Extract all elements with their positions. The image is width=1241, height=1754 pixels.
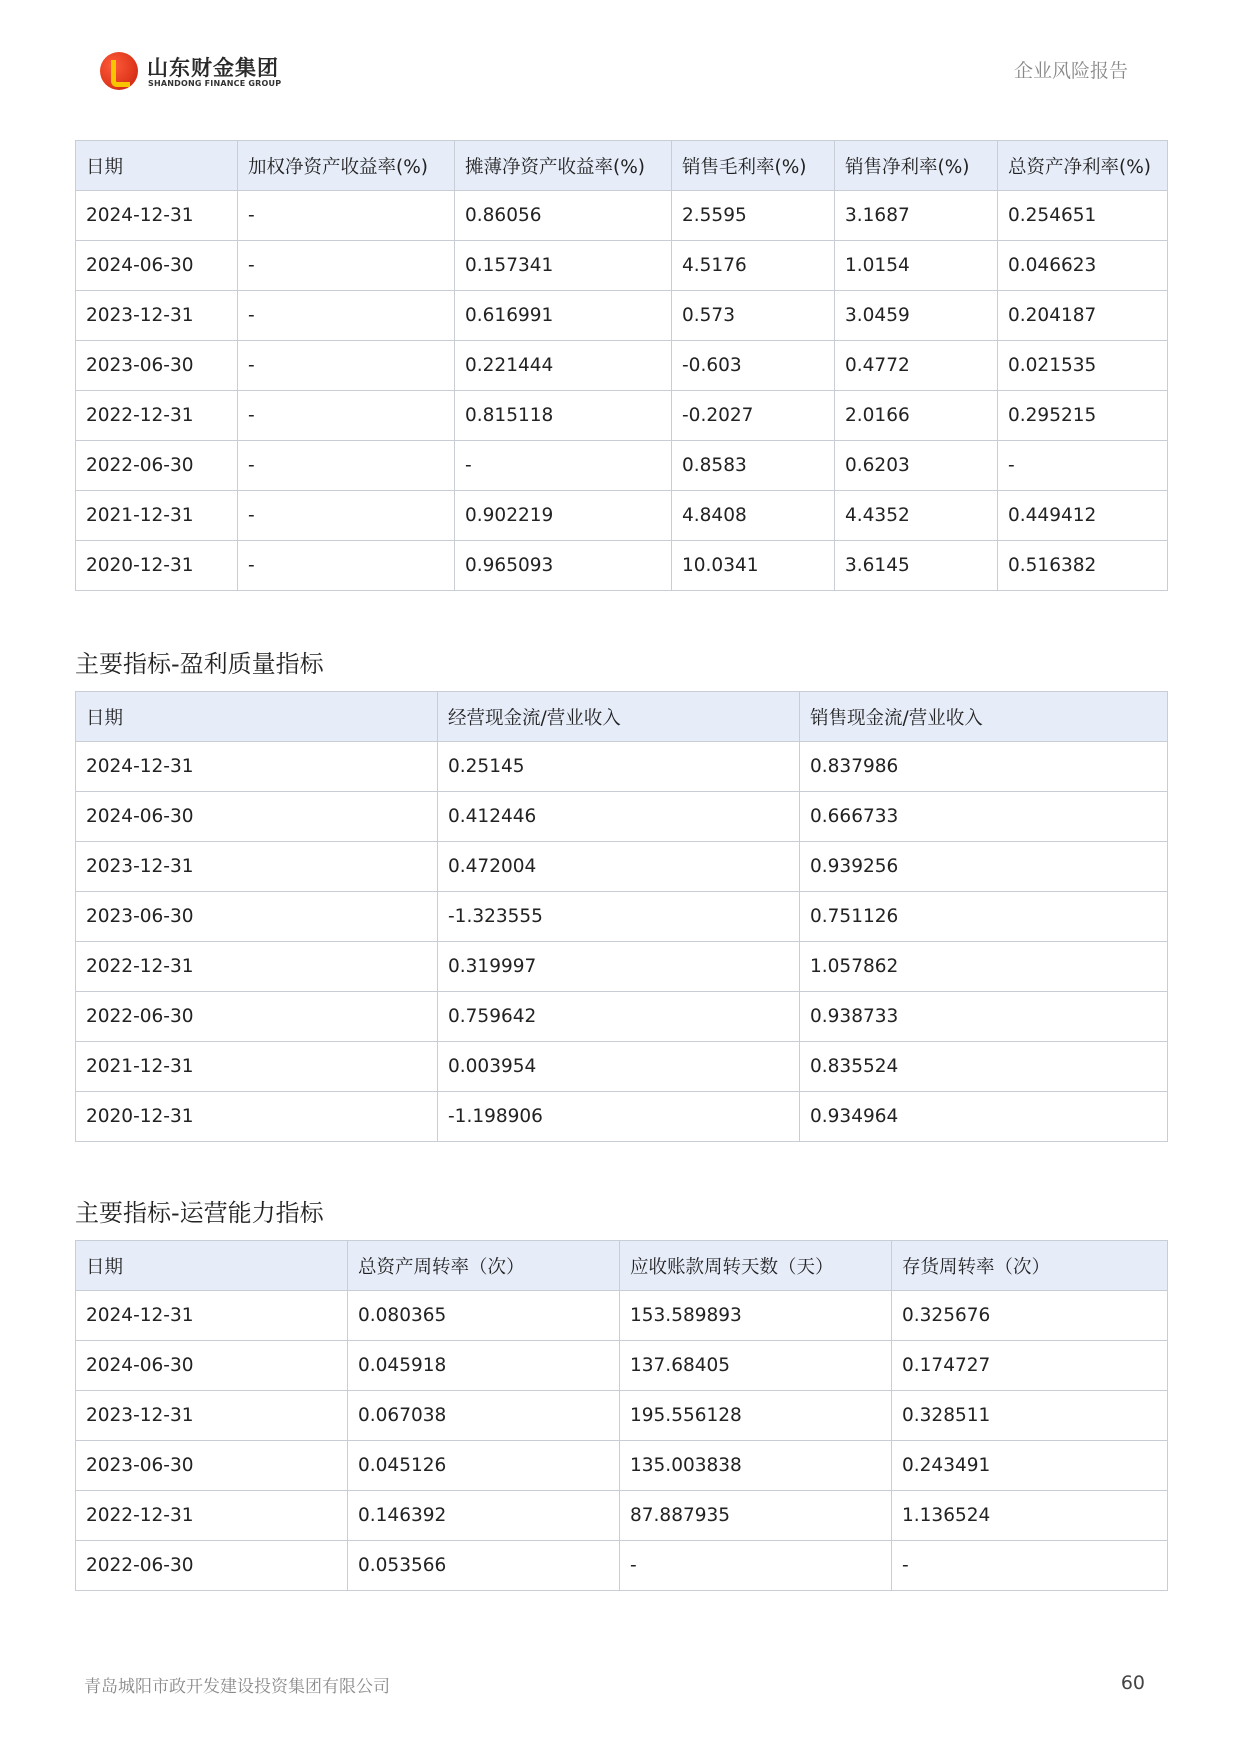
table-cell: 2022-12-31 xyxy=(76,1491,348,1541)
column-header: 日期 xyxy=(76,1241,348,1291)
table-row xyxy=(76,341,1168,391)
table-cell: 0.472004 xyxy=(438,842,800,892)
table-row xyxy=(76,1441,1168,1491)
table-cell: 0.815118 xyxy=(455,391,672,441)
table-cell: 4.8408 xyxy=(672,491,835,541)
column-header: 总资产周转率（次） xyxy=(348,1241,620,1291)
table-cell: 2.0166 xyxy=(835,391,998,441)
table-cell: 2022-06-30 xyxy=(76,1541,348,1591)
table-cell: 3.1687 xyxy=(835,191,998,241)
table-cell: - xyxy=(238,341,455,391)
table-cell: 2023-12-31 xyxy=(76,291,238,341)
table-cell: - xyxy=(238,291,455,341)
table-cell: 2024-12-31 xyxy=(76,1291,348,1341)
table-cell: 0.295215 xyxy=(998,391,1168,441)
footer-company-name: 青岛城阳市政开发建设投资集团有限公司 xyxy=(84,1677,390,1697)
table-cell: 1.0154 xyxy=(835,241,998,291)
table-cell: 2023-12-31 xyxy=(76,842,438,892)
table-row xyxy=(76,291,1168,341)
table-cell: 2024-12-31 xyxy=(76,191,238,241)
table-row xyxy=(76,742,1168,792)
table-cell: 2022-12-31 xyxy=(76,391,238,441)
table-cell: -0.2027 xyxy=(672,391,835,441)
table-cell: 0.045918 xyxy=(348,1341,620,1391)
table-cell: 0.4772 xyxy=(835,341,998,391)
table-cell: 2024-12-31 xyxy=(76,742,438,792)
table-cell: - xyxy=(238,241,455,291)
table-header-row xyxy=(76,1241,1168,1291)
table-cell: 137.68405 xyxy=(620,1341,892,1391)
column-header: 销售毛利率(%) xyxy=(672,141,835,191)
table-cell: 0.003954 xyxy=(438,1042,800,1092)
table-cell: 0.516382 xyxy=(998,541,1168,591)
table-cell: 2024-06-30 xyxy=(76,792,438,842)
table-cell: 0.325676 xyxy=(892,1291,1168,1341)
table-cell: 0.934964 xyxy=(800,1092,1168,1142)
column-header: 销售现金流/营业收入 xyxy=(800,692,1168,742)
table-row xyxy=(76,441,1168,491)
table-cell: -0.603 xyxy=(672,341,835,391)
table-cell: 2020-12-31 xyxy=(76,1092,438,1142)
table-cell: - xyxy=(892,1541,1168,1591)
table-cell: -1.198906 xyxy=(438,1092,800,1142)
table-row xyxy=(76,942,1168,992)
column-header: 加权净资产收益率(%) xyxy=(238,141,455,191)
column-header: 摊薄净资产收益率(%) xyxy=(455,141,672,191)
table-cell: 0.573 xyxy=(672,291,835,341)
table-cell: 2023-06-30 xyxy=(76,341,238,391)
table-cell: 3.6145 xyxy=(835,541,998,591)
earnings-quality-table xyxy=(75,691,1168,1142)
profitability-table xyxy=(75,140,1168,591)
table-cell: -1.323555 xyxy=(438,892,800,942)
column-header: 销售净利率(%) xyxy=(835,141,998,191)
table-row xyxy=(76,391,1168,441)
column-header: 存货周转率（次） xyxy=(892,1241,1168,1291)
page-header xyxy=(0,0,1241,120)
table-cell: 10.0341 xyxy=(672,541,835,591)
operating-capability-table xyxy=(75,1240,1168,1591)
page-number: 60 xyxy=(1120,1672,1145,1694)
table-cell: 0.759642 xyxy=(438,992,800,1042)
table-cell: - xyxy=(238,191,455,241)
table-cell: 0.939256 xyxy=(800,842,1168,892)
table-cell: 0.616991 xyxy=(455,291,672,341)
table-cell: 0.254651 xyxy=(998,191,1168,241)
table-row xyxy=(76,1391,1168,1441)
logo-english-name: SHANDONG FINANCE GROUP xyxy=(148,79,282,88)
table-cell: - xyxy=(455,441,672,491)
table-row xyxy=(76,842,1168,892)
table-cell: 2020-12-31 xyxy=(76,541,238,591)
logo-chinese-name: 山东财金集团 xyxy=(147,56,279,80)
table-cell: - xyxy=(238,391,455,441)
table-cell: 0.837986 xyxy=(800,742,1168,792)
table-cell: - xyxy=(238,441,455,491)
table-cell: - xyxy=(238,491,455,541)
table-cell: 0.046623 xyxy=(998,241,1168,291)
table-cell: 195.556128 xyxy=(620,1391,892,1441)
table-cell: 2022-06-30 xyxy=(76,441,238,491)
table-cell: 0.751126 xyxy=(800,892,1168,942)
table-row xyxy=(76,792,1168,842)
table-row xyxy=(76,892,1168,942)
table-cell: 2024-06-30 xyxy=(76,241,238,291)
table-cell: 3.0459 xyxy=(835,291,998,341)
table-row xyxy=(76,241,1168,291)
table-cell: 0.412446 xyxy=(438,792,800,842)
column-header: 经营现金流/营业收入 xyxy=(438,692,800,742)
table-row xyxy=(76,491,1168,541)
table-cell: 0.965093 xyxy=(455,541,672,591)
table-cell: 0.6203 xyxy=(835,441,998,491)
column-header: 日期 xyxy=(76,692,438,742)
table-cell: 2023-06-30 xyxy=(76,1441,348,1491)
table-cell: 2021-12-31 xyxy=(76,491,238,541)
table-cell: 0.8583 xyxy=(672,441,835,491)
table-cell: 0.157341 xyxy=(455,241,672,291)
table-cell: 0.221444 xyxy=(455,341,672,391)
table-cell: 2023-12-31 xyxy=(76,1391,348,1441)
table-cell: 0.25145 xyxy=(438,742,800,792)
table-cell: 2022-06-30 xyxy=(76,992,438,1042)
table-header-row xyxy=(76,692,1168,742)
table-cell: 0.053566 xyxy=(348,1541,620,1591)
table-cell: 0.449412 xyxy=(998,491,1168,541)
table-cell: 0.666733 xyxy=(800,792,1168,842)
table-row xyxy=(76,1042,1168,1092)
table-row xyxy=(76,1092,1168,1142)
table-cell: 0.067038 xyxy=(348,1391,620,1441)
table-row xyxy=(76,541,1168,591)
column-header: 总资产净利率(%) xyxy=(998,141,1168,191)
table-cell: 4.4352 xyxy=(835,491,998,541)
table-cell: 0.204187 xyxy=(998,291,1168,341)
table-header-row xyxy=(76,141,1168,191)
table-cell: 0.902219 xyxy=(455,491,672,541)
table-cell: 2.5595 xyxy=(672,191,835,241)
table-cell: 4.5176 xyxy=(672,241,835,291)
table-cell: 0.243491 xyxy=(892,1441,1168,1491)
column-header: 应收账款周转天数（天） xyxy=(620,1241,892,1291)
table-cell: 0.835524 xyxy=(800,1042,1168,1092)
logo-emblem-icon xyxy=(100,52,138,90)
table-cell: 0.146392 xyxy=(348,1491,620,1541)
section-title-earnings-quality: 主要指标-盈利质量指标 xyxy=(75,650,324,678)
table-cell: 0.045126 xyxy=(348,1441,620,1491)
section-title-operating-capability: 主要指标-运营能力指标 xyxy=(75,1199,324,1227)
table-cell: 0.86056 xyxy=(455,191,672,241)
table-row xyxy=(76,1541,1168,1591)
table-cell: 2021-12-31 xyxy=(76,1042,438,1092)
table-cell: 2024-06-30 xyxy=(76,1341,348,1391)
table-row xyxy=(76,1341,1168,1391)
table-cell: 0.938733 xyxy=(800,992,1168,1042)
table-cell: - xyxy=(998,441,1168,491)
table-cell: 153.589893 xyxy=(620,1291,892,1341)
table-row xyxy=(76,992,1168,1042)
table-cell: 2023-06-30 xyxy=(76,892,438,942)
column-header: 日期 xyxy=(76,141,238,191)
table-cell: - xyxy=(620,1541,892,1591)
table-row xyxy=(76,1491,1168,1541)
table-row xyxy=(76,1291,1168,1341)
table-cell: 1.136524 xyxy=(892,1491,1168,1541)
table-cell: 0.021535 xyxy=(998,341,1168,391)
table-cell: 0.174727 xyxy=(892,1341,1168,1391)
table-cell: 0.080365 xyxy=(348,1291,620,1341)
table-cell: 135.003838 xyxy=(620,1441,892,1491)
table-cell: - xyxy=(238,541,455,591)
table-cell: 2022-12-31 xyxy=(76,942,438,992)
company-logo xyxy=(100,52,290,96)
table-cell: 0.328511 xyxy=(892,1391,1168,1441)
report-type-label: 企业风险报告 xyxy=(1013,60,1128,82)
table-row xyxy=(76,191,1168,241)
table-cell: 1.057862 xyxy=(800,942,1168,992)
table-cell: 0.319997 xyxy=(438,942,800,992)
table-cell: 87.887935 xyxy=(620,1491,892,1541)
